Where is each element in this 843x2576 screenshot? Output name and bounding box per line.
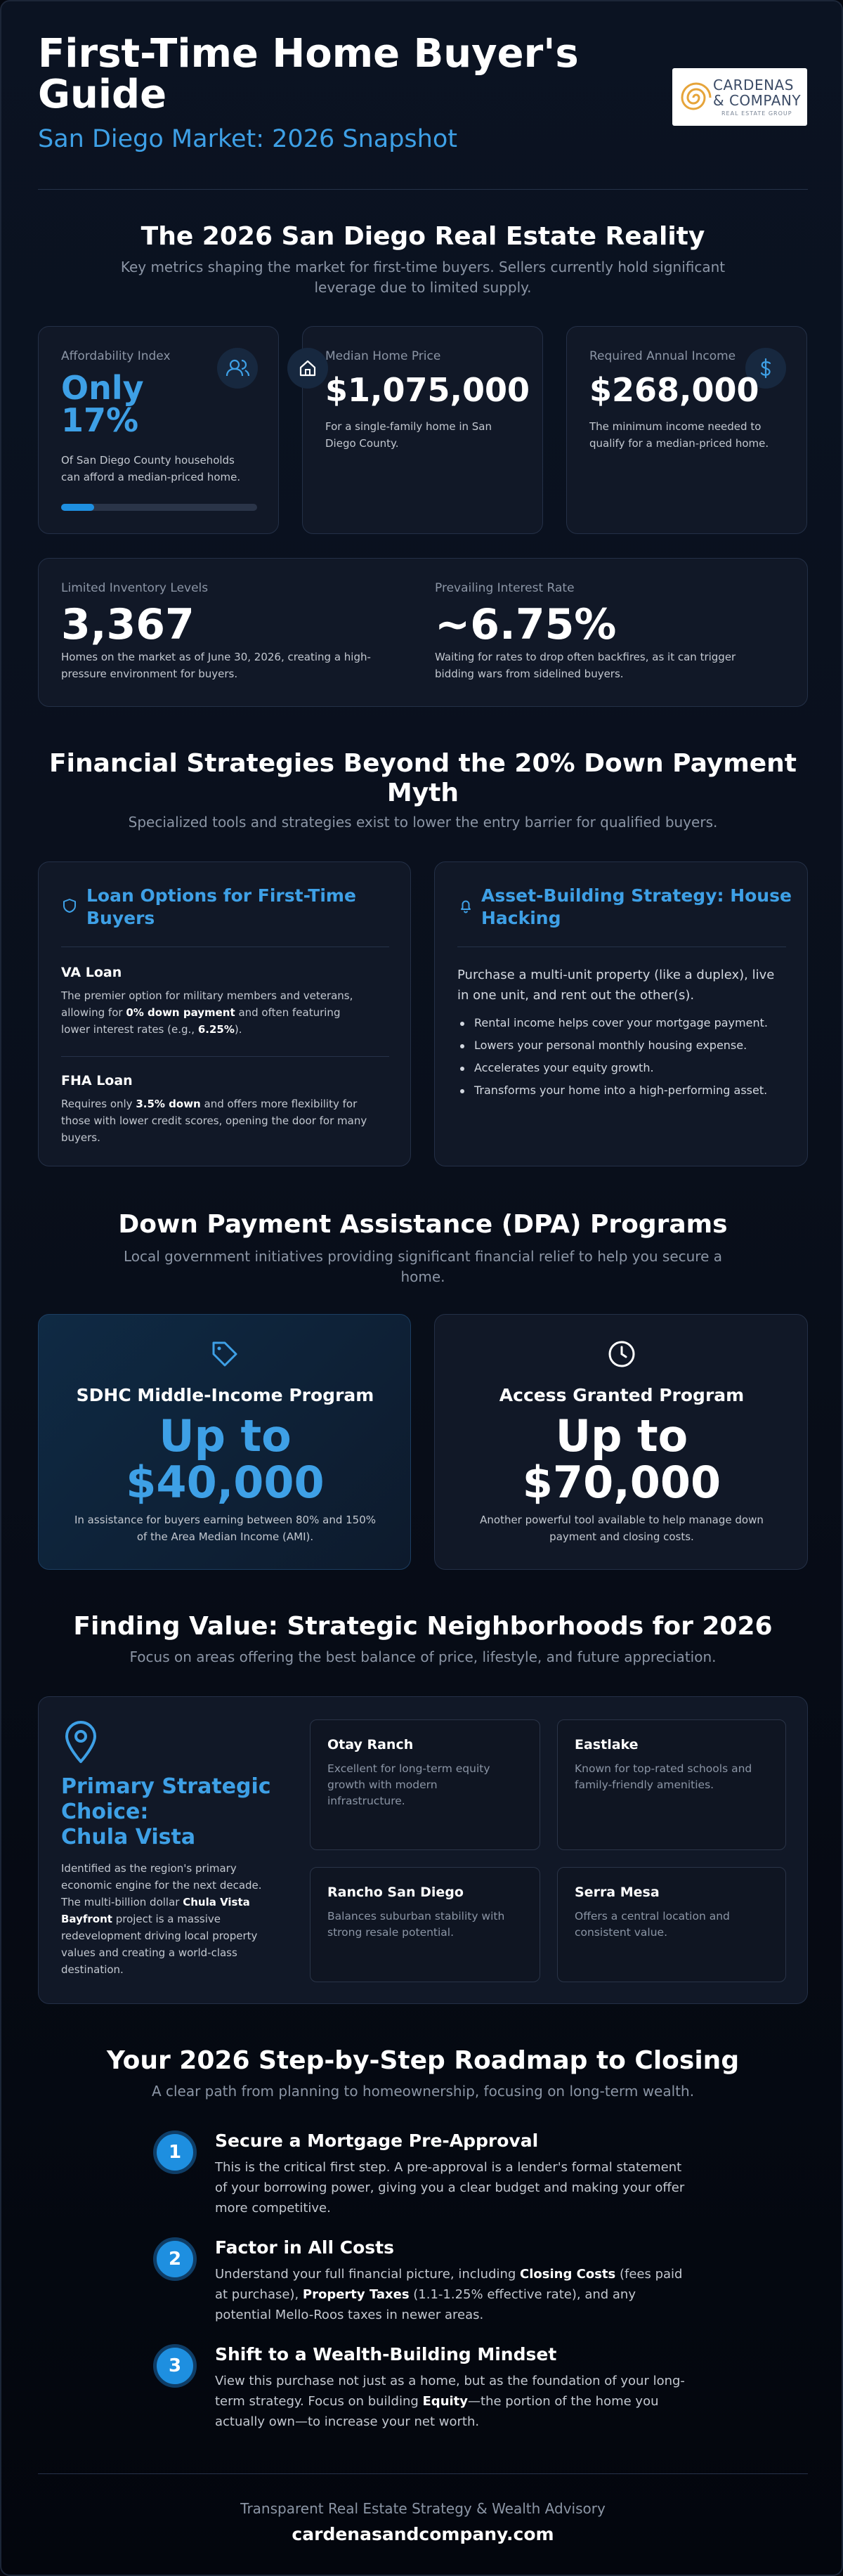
strategies-title-line-2: Myth: [386, 779, 459, 807]
income-value: $268,000: [589, 371, 759, 409]
dpa-subtitle-line-2: home.: [400, 1268, 445, 1285]
loan-options-title-line-2: Buyers: [86, 908, 155, 928]
step-desc-line: actually own—to increase your net worth.: [215, 2414, 480, 2429]
access-amount-line-2: $70,000: [522, 1457, 721, 1508]
affordability-progress-fill: [61, 504, 94, 511]
access-amount-line-1: Up to: [555, 1410, 688, 1462]
step-desc: [215, 2371, 693, 2432]
sdhc-amount: [39, 1410, 412, 1508]
footer-website-link[interactable]: cardenasandcompany.com: [292, 2524, 554, 2544]
income-desc-line-1: The minimum income needed to: [589, 420, 762, 433]
step-desc: [215, 2157, 693, 2218]
neighborhood-card-serra-mesa: [557, 1867, 786, 1982]
fha-loan-line-1-post: and offers more flexibility for: [200, 1098, 358, 1110]
strategies-title-line-1: Financial Strategies Beyond the 20% Down Payment: [49, 749, 797, 778]
primary-desc-line-7: destination.: [61, 1963, 124, 1976]
strategies-subtitle: Specialized tools and strategies exist to lower the entry barrier for qualified buyers.: [128, 814, 718, 831]
sdhc-desc: [39, 1511, 412, 1545]
benefit-item: Transforms your home into a high-performing asset.: [457, 1083, 788, 1098]
neighborhood-card-eastlake: [557, 1719, 786, 1850]
inventory-desc-line-1: Homes on the market as of June 30, 2026, creating a high-: [61, 651, 371, 663]
fha-loan-down: 3.5% down: [136, 1098, 201, 1110]
step-number: 1: [153, 2131, 197, 2174]
fha-loan-line-2: those with lower credit scores, opening the door for many: [61, 1114, 367, 1127]
va-loan-line-3: [61, 1021, 391, 1038]
neighborhood-desc-line: growth with modern: [327, 1778, 438, 1791]
logo-line-1: CARDENAS: [713, 77, 794, 93]
primary-desc-line-6: values and creating a world-class: [61, 1946, 237, 1959]
rate-desc-line-1: Waiting for rates to drop often backfires, as it can trigger: [435, 651, 736, 663]
sdhc-desc-line-1: In assistance for buyers earning between 80% and 150%: [74, 1514, 376, 1526]
property-taxes-term: Property Taxes: [302, 2287, 410, 2302]
va-loan-line-2-pre: allowing for: [61, 1006, 126, 1019]
footer-divider: [38, 2473, 808, 2474]
va-loan-title: VA Loan: [61, 965, 122, 980]
step-desc-text: (1.1-1.25% effective rate), and any: [409, 2287, 636, 2302]
rate-desc-line-2: bidding wars from sidelined buyers.: [435, 668, 624, 680]
step-title: Secure a Mortgage Pre-Approval: [215, 2131, 539, 2151]
equity-term: Equity: [422, 2394, 469, 2409]
va-loan-line-1: The premier option for military members and veterans,: [61, 989, 353, 1002]
income-label: Required Annual Income: [589, 349, 736, 363]
access-desc-line-2: payment and closing costs.: [549, 1530, 694, 1543]
sdhc-amount-line-2: $40,000: [126, 1457, 325, 1508]
neighborhood-name: Eastlake: [575, 1737, 639, 1752]
access-desc-line-1: Another powerful tool available to help manage down: [480, 1514, 764, 1526]
roadmap-subtitle: A clear path from planning to homeownership, focusing on long-term wealth.: [151, 2083, 695, 2100]
neighborhood-desc: [327, 1761, 524, 1809]
inventory-rate-card: [38, 558, 808, 707]
va-loan-line-2: [61, 1004, 391, 1021]
primary-title-line-3: Chula Vista: [61, 1825, 196, 1849]
affordability-value-line-2: 17%: [61, 401, 139, 439]
median-price-desc-line-1: For a single-family home in San: [325, 420, 492, 433]
tag-icon: [208, 1337, 242, 1371]
neighborhood-desc-line: consistent value.: [575, 1926, 667, 1939]
reality-subtitle-line-1: Key metrics shaping the market for first-time buyers. Sellers currently hold significant: [120, 259, 726, 275]
title-line-2: Guide: [38, 72, 167, 117]
primary-desc-line-4-post: project is a massive: [112, 1913, 221, 1925]
step-desc-line: [215, 2284, 693, 2305]
dpa-subtitle-line-1: Local government initiatives providing significant financial relief to help you secure a: [123, 1248, 722, 1265]
company-logo: [672, 68, 807, 126]
spiral-logo-icon: [678, 77, 714, 117]
income-desc-line-2: qualify for a median-priced home.: [589, 437, 769, 450]
step-desc-line: more competitive.: [215, 2201, 331, 2216]
neighborhood-name: Rancho San Diego: [327, 1885, 464, 1900]
primary-desc-bold-2: Bayfront: [61, 1913, 112, 1925]
header-divider: [38, 189, 808, 190]
primary-desc-line-3: [61, 1894, 293, 1911]
step-title: Shift to a Wealth-Building Mindset: [215, 2344, 557, 2364]
access-granted-card: [434, 1314, 808, 1570]
access-title: Access Granted Program: [499, 1385, 745, 1405]
income-card: [566, 326, 807, 534]
house-hacking-card: [434, 861, 808, 1166]
primary-choice-desc: [61, 1860, 293, 1978]
house-hacking-title-line-1: Asset-Building Strategy: House: [481, 885, 792, 906]
roadmap-title: Your 2026 Step-by-Step Roadmap to Closing: [106, 2046, 740, 2075]
access-desc: [435, 1511, 809, 1545]
step-desc-text: (fees paid: [615, 2267, 683, 2282]
neighborhood-name: Serra Mesa: [575, 1885, 660, 1900]
affordability-value: [61, 369, 144, 439]
income-desc: [589, 418, 793, 452]
neighborhood-desc-line: Known for top-rated schools and: [575, 1762, 752, 1775]
sdhc-desc-line-2: of the Area Median Income (AMI).: [136, 1530, 314, 1543]
benefit-item: Lowers your personal monthly housing expense.: [457, 1038, 788, 1053]
reality-title: The 2026 San Diego Real Estate Reality: [140, 222, 705, 251]
loan-options-card: [38, 861, 411, 1166]
loan-divider-2: [61, 1056, 389, 1057]
neighborhood-desc-line: Offers a central location and: [575, 1910, 730, 1923]
users-icon: [217, 348, 258, 389]
benefit-item: Rental income helps cover your mortgage payment.: [457, 1015, 788, 1031]
step-desc-line: potential Mello-Roos taxes in newer areas.: [215, 2308, 484, 2322]
step-desc: [215, 2264, 693, 2325]
page-title: [38, 31, 642, 117]
rate-desc: [435, 649, 786, 682]
step-desc-text: —the portion of the home you: [468, 2394, 659, 2409]
clock-icon: [605, 1337, 639, 1371]
va-loan-line-3-pre: lower interest rates (e.g.,: [61, 1023, 198, 1036]
reality-subtitle: [114, 257, 732, 298]
step-desc-text: term strategy. Focus on building: [215, 2394, 423, 2409]
access-amount: [435, 1410, 809, 1508]
page-subtitle: San Diego Market: 2026 Snapshot: [38, 125, 457, 153]
step-desc-text: at purchase),: [215, 2287, 303, 2302]
fha-loan-line-3: buyers.: [61, 1131, 100, 1144]
va-loan-down-payment: 0% down payment: [126, 1006, 235, 1019]
median-price-value: $1,075,000: [325, 371, 530, 409]
rate-label: Prevailing Interest Rate: [435, 581, 575, 595]
va-loan-line-2-post: and often featuring: [235, 1006, 341, 1019]
shield-icon: [61, 897, 78, 914]
va-loan-line-3-post: ).: [234, 1023, 242, 1036]
inventory-desc: [61, 649, 412, 682]
neighborhood-desc-line: infrastructure.: [327, 1795, 405, 1807]
affordability-desc-line-1: Of San Diego County households: [61, 454, 235, 467]
house-hacking-intro-line-1: Purchase a multi-unit property (like a duplex), live: [457, 968, 775, 982]
va-loan-rate: 6.25%: [197, 1023, 235, 1036]
affordability-label: Affordability Index: [61, 349, 171, 363]
dpa-subtitle: [114, 1247, 732, 1287]
primary-desc-line-4: [61, 1911, 293, 1927]
step-desc-line: [215, 2391, 693, 2412]
affordability-value-line-1: Only: [61, 369, 144, 407]
affordability-progress-track: [61, 504, 257, 511]
house-hacking-intro: [457, 965, 788, 1006]
primary-title-line-2: Choice:: [61, 1800, 149, 1824]
neighborhood-desc-line: Balances suburban stability with: [327, 1910, 505, 1923]
fha-loan-title: FHA Loan: [61, 1073, 133, 1088]
primary-desc-line-3-pre: The multi-billion dollar: [61, 1896, 183, 1908]
step-desc-line: [215, 2264, 693, 2284]
logo-line-3: REAL ESTATE GROUP: [721, 110, 792, 117]
home-icon: [287, 348, 328, 389]
inventory-desc-line-2: pressure environment for buyers.: [61, 668, 238, 680]
loan-options-title-line-1: Loan Options for First-Time: [86, 885, 356, 906]
title-line-1: First-Time Home Buyer's: [38, 31, 579, 77]
footer-tagline: Transparent Real Estate Strategy & Wealth Advisory: [240, 2500, 606, 2517]
strategies-title: [1, 749, 843, 808]
house-hacking-benefits: [457, 1015, 788, 1105]
fha-loan-line-1-pre: Requires only: [61, 1098, 136, 1110]
inventory-label: Limited Inventory Levels: [61, 581, 209, 595]
step-number: 3: [153, 2344, 197, 2388]
sdhc-title: SDHC Middle-Income Program: [76, 1385, 374, 1405]
step-title: Factor in All Costs: [215, 2237, 394, 2258]
median-price-card: [302, 326, 543, 534]
neighborhood-desc: [575, 1761, 771, 1793]
neighborhood-desc-line: strong resale potential.: [327, 1926, 455, 1939]
step-desc-line: View this purchase not just as a home, but as the foundation of your long-: [215, 2374, 685, 2388]
fha-loan-desc: [61, 1095, 391, 1146]
step-desc-text: Understand your full financial picture, including: [215, 2267, 521, 2282]
loan-options-title: [86, 885, 356, 930]
primary-desc-line-2: economic engine for the next decade.: [61, 1879, 262, 1892]
closing-costs-term: Closing Costs: [520, 2267, 616, 2282]
primary-desc-line-1: Identified as the region's primary: [61, 1862, 237, 1875]
neighborhoods-subtitle: Focus on areas offering the best balance of price, lifestyle, and future appreciation.: [129, 1648, 717, 1665]
bell-icon: [457, 897, 474, 914]
median-price-desc: [325, 418, 529, 452]
dpa-title: Down Payment Assistance (DPA) Programs: [118, 1210, 728, 1239]
median-price-label: Median Home Price: [325, 349, 441, 363]
affordability-desc: [61, 452, 265, 486]
primary-desc-bold-1: Chula Vista: [183, 1896, 250, 1908]
neighborhood-card-otay-ranch: [310, 1719, 540, 1850]
neighborhood-desc: [327, 1908, 524, 1941]
neighborhood-desc: [575, 1908, 771, 1941]
reality-subtitle-line-2: leverage due to limited supply.: [314, 279, 532, 296]
inventory-value: 3,367: [61, 600, 195, 649]
benefit-item: Accelerates your equity growth.: [457, 1060, 788, 1076]
step-desc-line: This is the critical first step. A pre-approval is a lender's formal statement: [215, 2160, 682, 2175]
neighborhood-card-rancho-san-diego: [310, 1867, 540, 1982]
va-loan-desc: [61, 987, 391, 1038]
house-hacking-title: [481, 885, 792, 930]
primary-choice-title: [61, 1774, 271, 1850]
rate-value: ~6.75%: [435, 600, 617, 649]
sdhc-program-card: [38, 1314, 411, 1570]
neighborhood-desc-line: family-friendly amenities.: [575, 1778, 714, 1791]
affordability-desc-line-2: can afford a median-priced home.: [61, 471, 241, 483]
users-icon-wrap: [217, 348, 258, 389]
step-desc-line: of your borrowing power, giving you a clear budget and making your offer: [215, 2180, 685, 2195]
neighborhood-name: Otay Ranch: [327, 1737, 414, 1752]
neighborhood-desc-line: Excellent for long-term equity: [327, 1762, 490, 1775]
step-number: 2: [153, 2237, 197, 2281]
median-price-desc-line-2: Diego County.: [325, 437, 399, 450]
affordability-card: [38, 326, 279, 534]
home-icon-wrap: [287, 348, 328, 389]
primary-desc-line-5: redevelopment driving local property: [61, 1930, 258, 1942]
neighborhoods-title: Finding Value: Strategic Neighborhoods for 2026: [73, 1612, 773, 1641]
house-hacking-intro-line-2: in one unit, and rent out the other(s).: [457, 988, 695, 1003]
logo-line-2: & COMPANY: [713, 92, 802, 109]
house-hacking-title-line-2: Hacking: [481, 908, 561, 928]
primary-title-line-1: Primary Strategic: [61, 1774, 271, 1799]
map-pin-icon: [61, 1719, 100, 1764]
fha-loan-line-1: [61, 1095, 391, 1112]
sdhc-amount-line-1: Up to: [159, 1410, 292, 1462]
neighborhoods-card: [38, 1696, 808, 2004]
